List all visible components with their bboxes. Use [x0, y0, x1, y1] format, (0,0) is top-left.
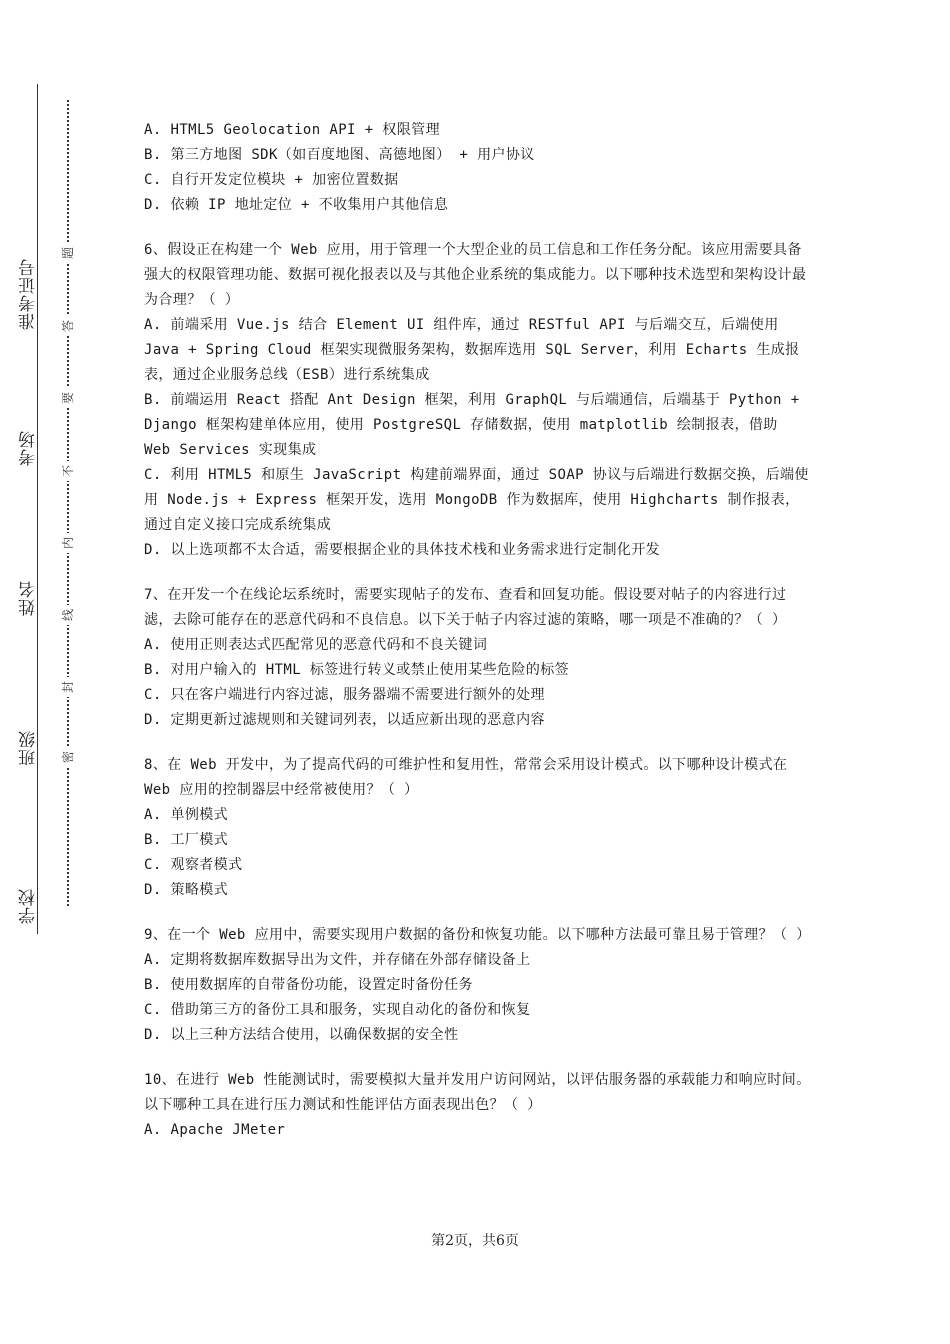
label-name: 姓名	[19, 580, 39, 616]
label-school: 学校	[19, 888, 39, 924]
seal-char: 内	[58, 533, 78, 553]
option: D. 策略模式	[144, 882, 229, 898]
option: C. 只在客户端进行内容过滤，服务器端不需要进行额外的处理	[144, 687, 545, 703]
seal-char: 答	[58, 316, 78, 336]
question-10	[144, 1068, 812, 1143]
option: A. HTML5 Geolocation API + 权限管理	[144, 122, 440, 138]
seal-char: 不	[58, 461, 78, 481]
option: B. 第三方地图 SDK（如百度地图、高德地图） + 用户协议	[144, 147, 535, 163]
option: D. 依赖 IP 地址定位 + 不收集用户其他信息	[144, 197, 449, 213]
question-stem: 10、在进行 Web 性能测试时，需要模拟大量并发用户访问网站，以评估服务器的承载能力和响应时间。以下哪种工具在进行压力测试和性能评估方面表现出色？（ ）	[144, 1072, 811, 1113]
question-7	[144, 583, 812, 733]
seal-char: 题	[58, 243, 78, 263]
option: A. 单例模式	[144, 807, 229, 823]
seal-char: 线	[58, 605, 78, 625]
question-9	[144, 923, 812, 1048]
question-stem: 6、假设正在构建一个 Web 应用，用于管理一个大型企业的员工信息和工作任务分配。该应用需要具备强大的权限管理功能、数据可视化报表以及与其他企业系统的集成能力。以下哪种技术选型和架构设计最为合理？（ ）	[144, 242, 807, 308]
option: A. Apache JMeter	[144, 1122, 286, 1138]
option: D. 以上三种方法结合使用，以确保数据的安全性	[144, 1027, 459, 1043]
option: C. 自行开发定位模块 + 加密位置数据	[144, 172, 399, 188]
option: A. 前端采用 Vue.js 结合 Element UI 组件库，通过 RESTful API 与后端交互，后端使用 Java + Spring Cloud 框架实现微服务架构，数据库选用 SQL Server，利用 Echarts 生成报表，通过企业服务总线（ESB）进行系统集成	[144, 317, 800, 383]
label-class: 班级	[19, 730, 39, 766]
option: B. 使用数据库的自带备份功能，设置定时备份任务	[144, 977, 473, 993]
seal-char: 要	[58, 388, 78, 408]
seal-line	[67, 100, 69, 906]
previous-question-options	[144, 118, 812, 218]
question-stem: 8、在 Web 开发中，为了提高代码的可维护性和复用性，常常会采用设计模式。以下哪种设计模式在 Web 应用的控制器层中经常被使用？（ ）	[144, 757, 788, 798]
question-stem: 9、在一个 Web 应用中，需要实现用户数据的备份和恢复功能。以下哪种方法最可靠且易于管理？（ ）	[144, 927, 811, 943]
option: D. 定期更新过滤规则和关键词列表，以适应新出现的恶意内容	[144, 712, 545, 728]
question-6	[144, 238, 812, 563]
question-stem: 7、在开发一个在线论坛系统时，需要实现帖子的发布、查看和回复功能。假设要对帖子的内容进行过滤，去除可能存在的恶意代码和不良信息。以下关于帖子内容过滤的策略，哪一项是不准确的？（ ）	[144, 587, 787, 628]
option: C. 观察者模式	[144, 857, 243, 873]
option: B. 对用户输入的 HTML 标签进行转义或禁止使用某些危险的标签	[144, 662, 570, 678]
option: C. 利用 HTML5 和原生 JavaScript 构建前端界面，通过 SOAP 协议与后端进行数据交换，后端使用 Node.js + Express 框架开发，选用 MongoDB 作为数据库，使用 Highcharts 制作报表，通过自定义接口完成系统集成	[144, 467, 809, 533]
question-8	[144, 753, 812, 903]
option: A. 定期将数据库数据导出为文件，并存储在外部存储设备上	[144, 952, 531, 968]
label-exam-number: 准考证号	[19, 258, 39, 330]
page-footer: 第2页，共6页	[431, 1233, 519, 1249]
seal-char: 封	[58, 677, 78, 697]
option: A. 使用正则表达式匹配常见的恶意代码和不良关键词	[144, 637, 488, 653]
label-exam-room: 考场	[19, 430, 39, 466]
option: B. 前端运用 React 搭配 Ant Design 框架，利用 GraphQL 与后端通信，后端基于 Python + Django 框架构建单体应用，使用 PostgreSQL 存储数据，使用 matplotlib 绘制报表，借助 Web Services 实现集成	[144, 392, 800, 458]
seal-char: 密	[58, 747, 78, 767]
binding-rule	[37, 84, 38, 934]
exam-content	[144, 118, 812, 1163]
option: D. 以上选项都不太合适，需要根据企业的具体技术栈和业务需求进行定制化开发	[144, 542, 661, 558]
binding-margin	[0, 0, 110, 1344]
option: C. 借助第三方的备份工具和服务，实现自动化的备份和恢复	[144, 1002, 531, 1018]
option: B. 工厂模式	[144, 832, 229, 848]
